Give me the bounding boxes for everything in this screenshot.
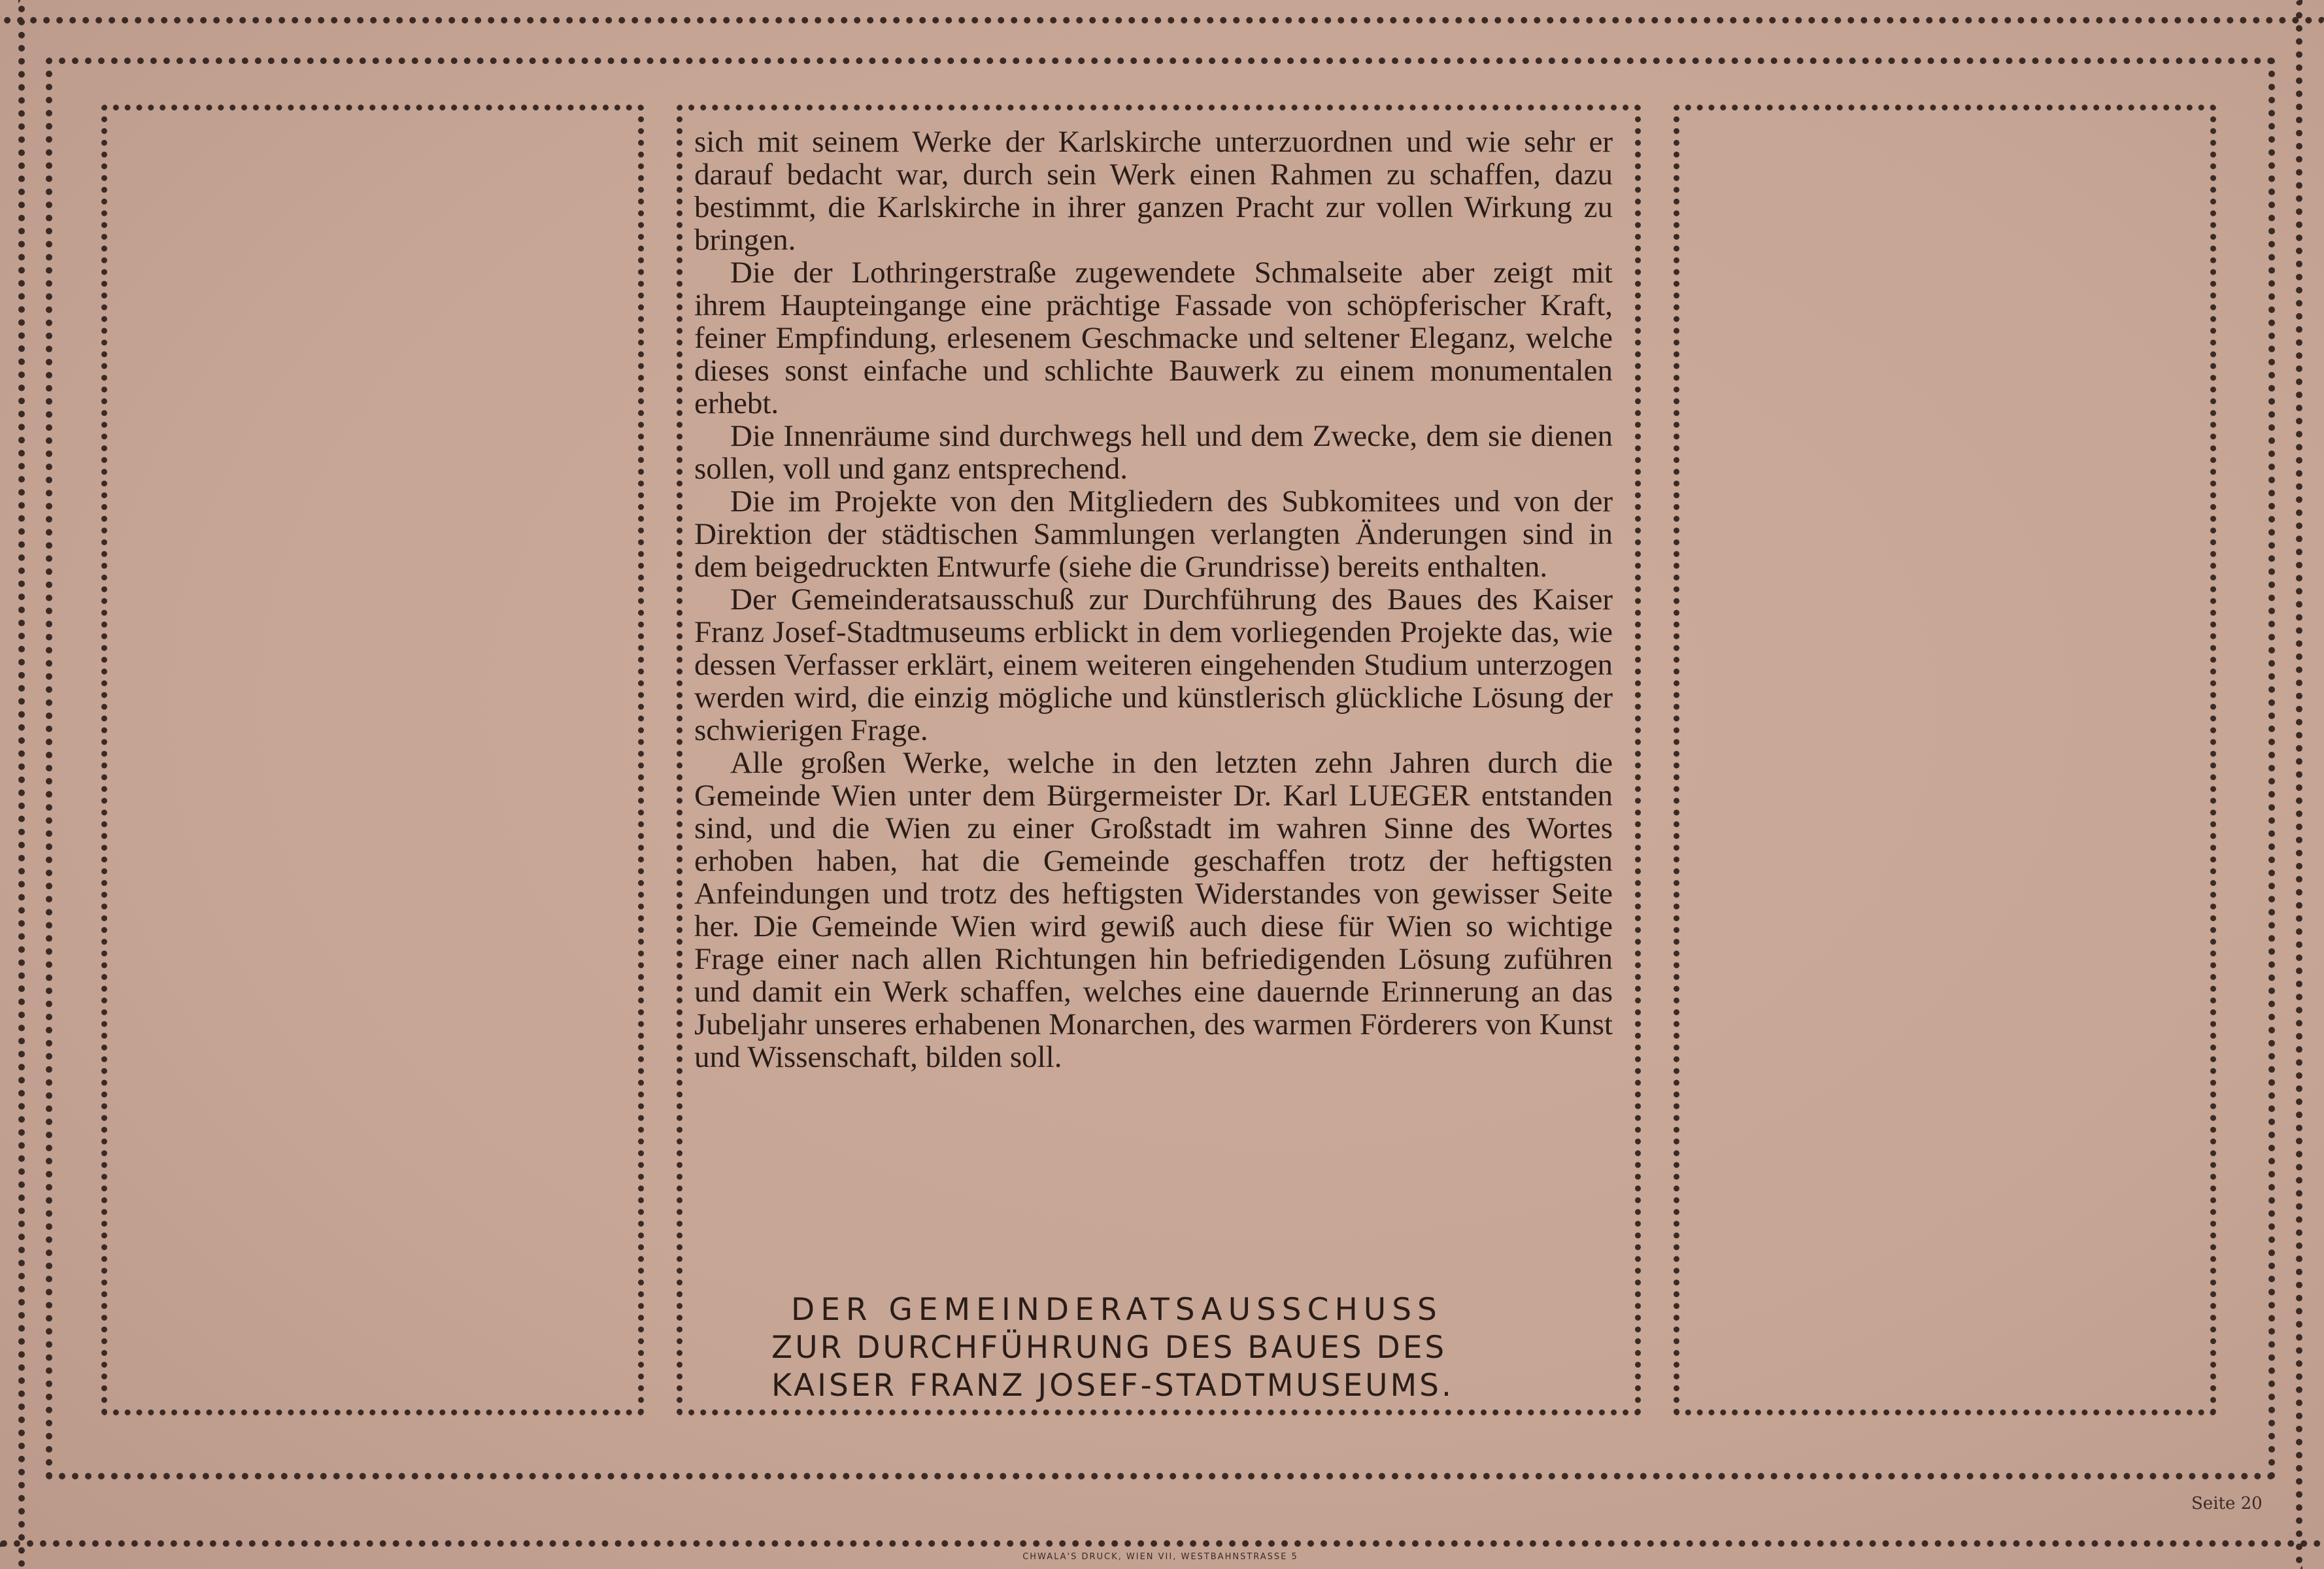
signature-line-2: ZUR DURCHFÜHRUNG DES BAUES DES (771, 1330, 1447, 1366)
signature-line-3: KAISER FRANZ JOSEF-STADTMUSEUMS. (771, 1368, 1454, 1404)
left-empty-panel (101, 105, 644, 1415)
paragraph-3: Die Innenräume sind durchwegs hell und dem Zwecke, dem sie dienen sollen, voll und ganz entsprechend. (694, 419, 1613, 486)
signature-block (771, 1291, 1556, 1405)
top-dotted-edge (0, 0, 2324, 24)
page-number: Seite 20 (2191, 1494, 2263, 1513)
paragraph-5: Der Gemeinderatsausschuß zur Durchführung des Baues des Kaiser Franz Josef-Stadtmuseums erblickt in dem vorliegenden Projekte das, wie dessen Verfasser erklärt, einem weiteren eingehenden Studium unterzogen werden wird, die einzig mögliche und künstlerisch glückliche Lösung der schwierigen Frage. (694, 582, 1613, 747)
right-dotted-edge (2296, 0, 2324, 1569)
paragraph-2: Die der Lothringerstraße zugewendete Schmalseite aber zeigt mit ihrem Haupteingange eine prächtige Fassade von schöpferischer Kraft, feiner Empfindung, erlesenem Geschmacke und seltener Eleganz, welche dieses sonst einfache und schlichte Bauwerk zu einem monumentalen erhebt. (694, 256, 1613, 420)
printer-imprint: CHWALA'S DRUCK, WIEN VII, WESTBAHNSTRASSE 5 (1022, 1552, 1298, 1562)
body-text (694, 126, 1613, 1073)
paragraph-6: Alle großen Werke, welche in den letzten zehn Jahren durch die Gemeinde Wien unter dem Bürgermeister Dr. Karl LUEGER entstanden sind, und die Wien zu einer Großstadt im wahren Sinne des Wortes erhoben haben, hat die Gemeinde geschaffen trotz der heftigsten Anfeindungen und trotz des heftigsten Widerstandes von gewisser Seite her. Die Gemeinde Wien wird gewiß auch diese für Wien so wichtige Frage einer nach allen Richtungen hin befriedigenden Lösung zuführen und damit ein Werk schaffen, welches eine dauernde Erinnerung an das Jubeljahr unseres erhabenen Monarchen, des warmen Förderers von Kunst und Wissenschaft, bilden soll. (694, 746, 1613, 1074)
right-empty-panel (1674, 105, 2216, 1415)
paragraph-1: sich mit seinem Werke der Karlskirche unterzuordnen und wie sehr er darauf bedacht war, durch sein Werk einen Rahmen zu schaffen, dazu bestimmt, die Karlskirche in ihrer ganzen Pracht zur vollen Wirkung zu bringen. (694, 125, 1613, 257)
signature-line-1: DER GEMEINDERATSAUSSCHUSS (791, 1292, 1443, 1328)
left-dotted-edge (0, 0, 25, 1569)
paragraph-4: Die im Projekte von den Mitgliedern des Subkomitees und von der Direktion der städtischen Sammlungen verlangten Änderungen sind in dem beigedruckten Entwurfe (siehe die Grundrisse) bereits enthalten. (694, 484, 1613, 584)
